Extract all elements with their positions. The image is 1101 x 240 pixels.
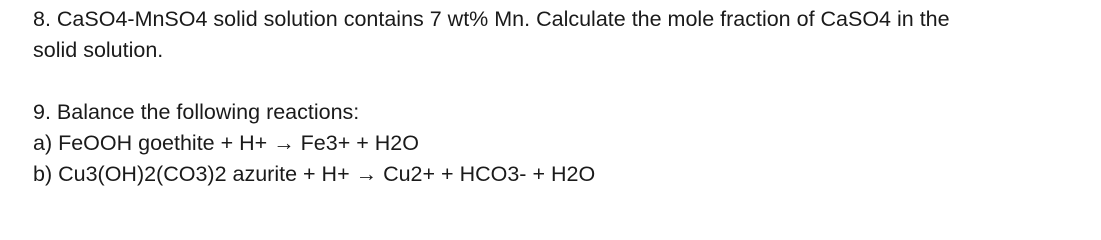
reaction-a: a) FeOOH goethite + H+ → Fe3+ + H2O xyxy=(33,131,419,155)
reaction-b: b) Cu3(OH)2(CO3)2 azurite + H+ → Cu2+ + HCO3- + H2O xyxy=(33,162,596,186)
document-body xyxy=(33,4,1083,190)
paragraph-spacer xyxy=(33,66,1083,97)
question-9 xyxy=(33,97,1083,190)
question-8-line-1: 8. CaSO4-MnSO4 solid solution contains 7 wt% Mn. Calculate the mole fraction of CaSO4 in the xyxy=(33,7,950,31)
question-8-line-2: solid solution. xyxy=(33,38,164,62)
question-8 xyxy=(33,4,1083,66)
question-9-heading: 9. Balance the following reactions: xyxy=(33,100,360,124)
